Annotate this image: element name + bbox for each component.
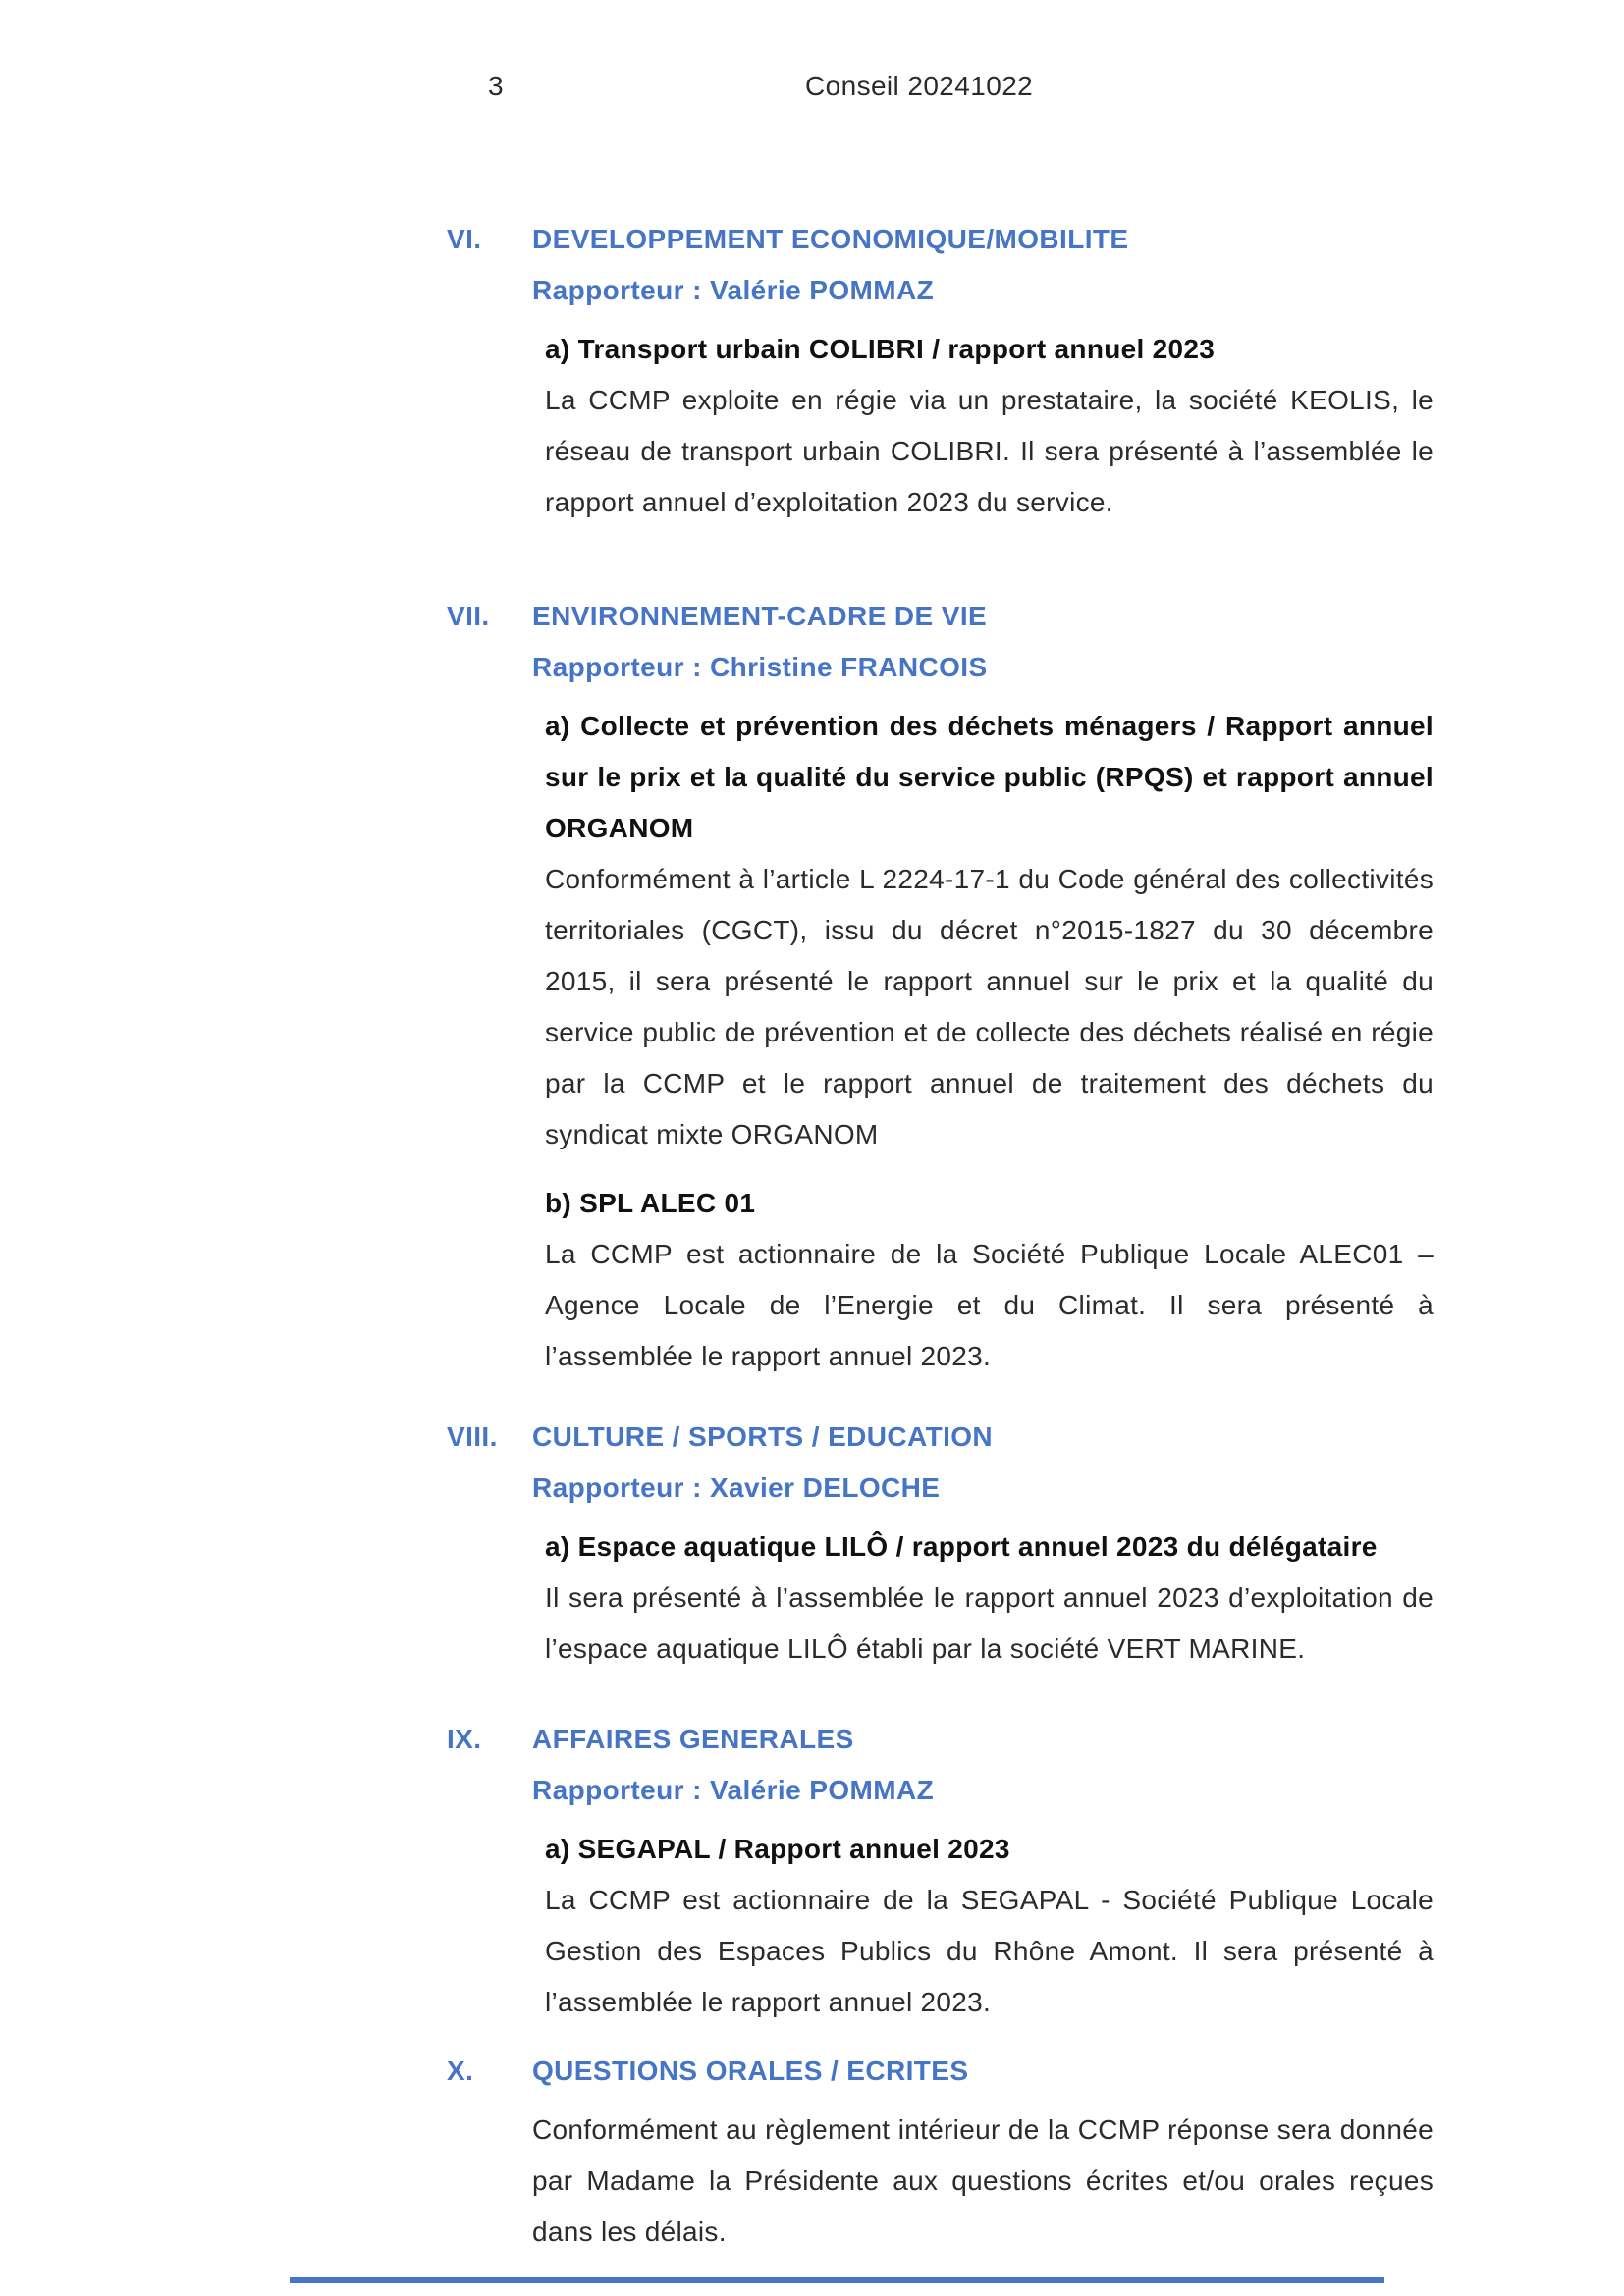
section-rapporteur: Rapporteur : Valérie POMMAZ xyxy=(532,275,935,305)
agenda-item-heading: a) Transport urbain COLIBRI / rapport annuel 2023 xyxy=(545,334,1216,364)
agenda-item xyxy=(545,701,1434,1160)
agenda-item-body: La CCMP est actionnaire de la Société Publique Locale ALEC01 – Agence Locale de l’Energie et du Climat. Il sera présenté à l’assemblée le rapport annuel 2023. xyxy=(545,1239,1434,1371)
section-content xyxy=(532,591,1434,1382)
agenda-item-body: La CCMP est actionnaire de la SEGAPAL - Société Publique Locale Gestion des Espaces Publics du Rhône Amont. Il sera présenté à l’assemblée le rapport annuel 2023. xyxy=(545,1885,1434,2017)
agenda-item xyxy=(532,2105,1434,2258)
agenda-item-body: La CCMP exploite en régie via un prestataire, la société KEOLIS, le réseau de transport urbain COLIBRI. Il sera présenté à l’assemblée le rapport annuel d’exploitation 2023 du service. xyxy=(545,385,1434,517)
section-numeral: VI. xyxy=(447,224,482,254)
agenda-item-heading: b) SPL ALEC 01 xyxy=(545,1188,756,1218)
footer-rule xyxy=(290,2277,1384,2283)
section-rapporteur: Rapporteur : Valérie POMMAZ xyxy=(532,1775,935,1805)
agenda-item-body: Il sera présenté à l’assemblée le rapport annuel 2023 d’exploitation de l’espace aquatique LILÔ établi par la société VERT MARINE. xyxy=(545,1582,1434,1664)
agenda-item-body: Conformément à l’article L 2224-17-1 du Code général des collectivités territoriales (CGCT), issu du décret n°2015-1827 du 30 décembre 2015, il sera présenté le rapport annuel sur le prix et la qualité du service public de prévention et de collecte des déchets réalisé en régie par la CCMP et le rapport annuel de traitement des déchets du syndicat mixte ORGANOM xyxy=(545,864,1434,1149)
agenda-item xyxy=(545,1178,1434,1382)
section-title: ENVIRONNEMENT-CADRE DE VIE xyxy=(532,601,988,631)
header-title: Conseil 20241022 xyxy=(805,71,1034,101)
agenda-item-body: Conformément au règlement intérieur de la CCMP réponse sera donnée par Madame la Présidente aux questions écrites et/ou orales reçues dans les délais. xyxy=(532,2114,1434,2247)
section-title: AFFAIRES GENERALES xyxy=(532,1724,854,1754)
agenda-section xyxy=(447,214,1434,528)
page-number: 3 xyxy=(488,71,504,101)
agenda-section xyxy=(447,2046,1434,2258)
agenda-section xyxy=(447,1714,1434,2028)
section-content xyxy=(532,2046,1434,2258)
agenda-item-heading: a) Espace aquatique LILÔ / rapport annuel 2023 du délégataire xyxy=(545,1531,1378,1562)
section-numeral: X. xyxy=(447,2056,474,2086)
agenda-item-heading: a) SEGAPAL / Rapport annuel 2023 xyxy=(545,1834,1010,1864)
section-title: QUESTIONS ORALES / ECRITES xyxy=(532,2056,969,2086)
section-content xyxy=(532,214,1434,528)
section-title: CULTURE / SPORTS / EDUCATION xyxy=(532,1421,994,1452)
agenda-item-heading: a) Collecte et prévention des déchets ménagers / Rapport annuel sur le prix et la qualité du service public (RPQS) et rapport annuel ORGANOM xyxy=(545,711,1434,843)
section-numeral: VIII. xyxy=(447,1421,498,1452)
section-content xyxy=(532,1714,1434,2028)
section-title: DEVELOPPEMENT ECONOMIQUE/MOBILITE xyxy=(532,224,1129,254)
section-rapporteur: Rapporteur : Christine FRANCOIS xyxy=(532,652,988,682)
section-numeral: VII. xyxy=(447,601,490,631)
agenda-item xyxy=(545,1522,1434,1675)
section-numeral: IX. xyxy=(447,1724,482,1754)
agenda-item xyxy=(545,324,1434,528)
agenda-section xyxy=(447,1412,1434,1675)
agenda-sections xyxy=(447,0,1434,2258)
section-rapporteur: Rapporteur : Xavier DELOCHE xyxy=(532,1472,941,1503)
agenda-section xyxy=(447,591,1434,1382)
agenda-item xyxy=(545,1824,1434,2028)
section-content xyxy=(532,1412,1434,1675)
